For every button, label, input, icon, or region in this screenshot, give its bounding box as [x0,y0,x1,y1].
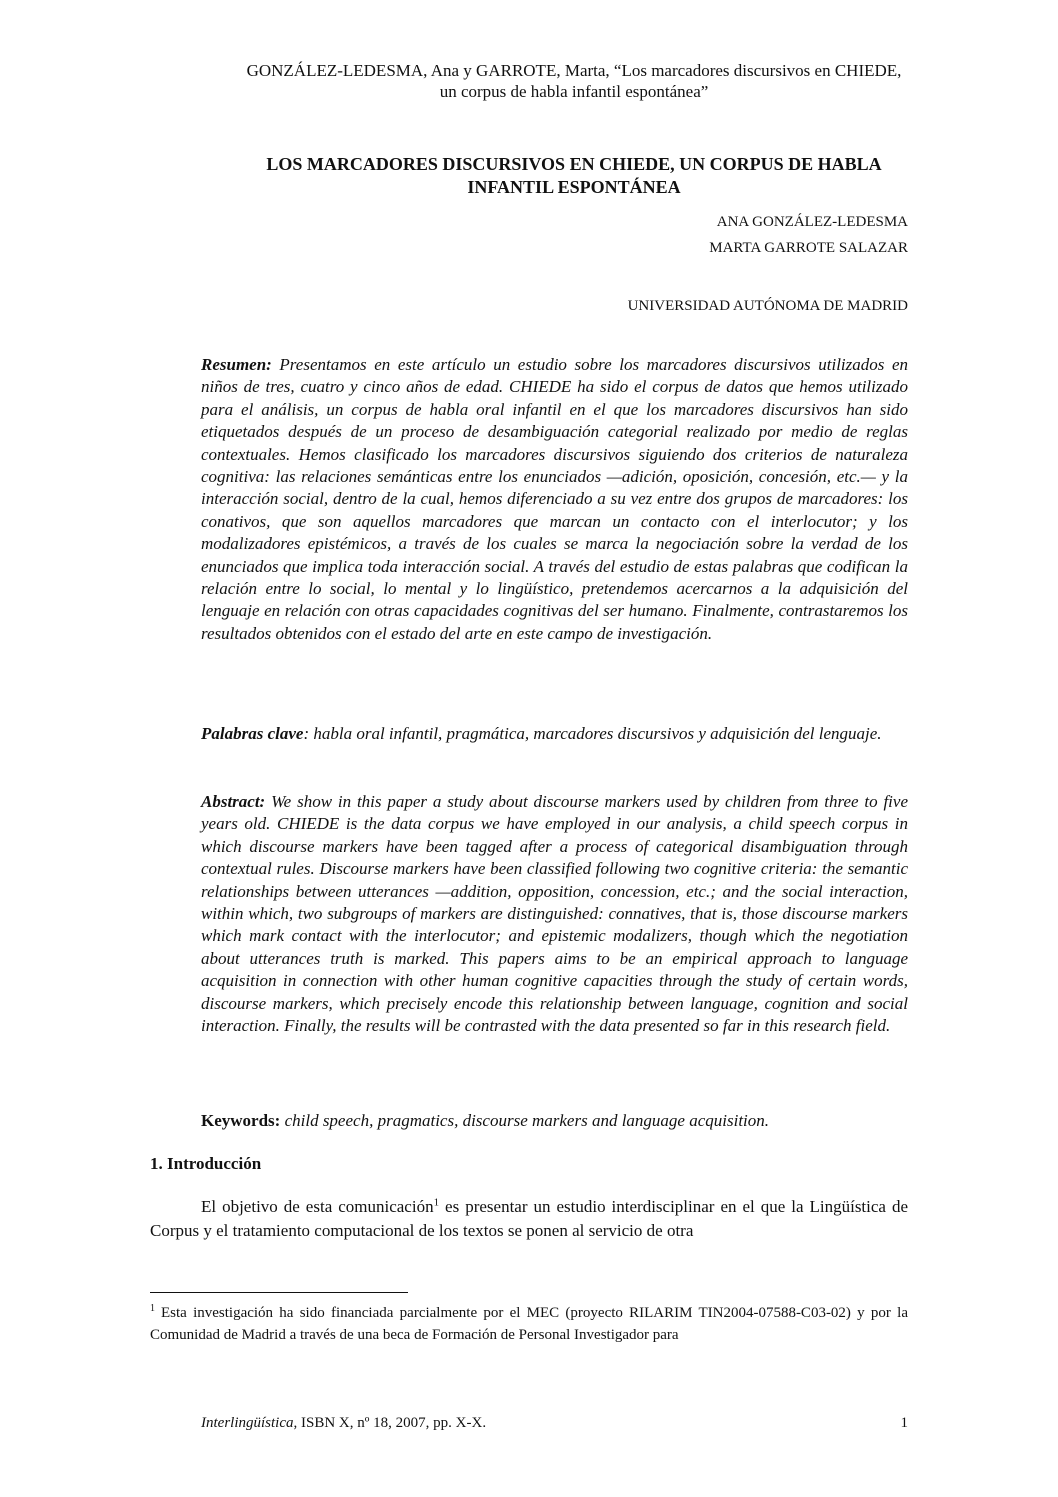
title-line-2: INFANTIL ESPONTÁNEA [467,177,681,197]
footnote-text: Esta investigación ha sido financiada parcialmente por el MEC (proyecto RILARIM TIN2004-07588-C03-02) y por la Comunidad de Madrid a través de una beca de Formación de Personal Investigador para [150,1305,908,1343]
abstract-text: We show in this paper a study about discourse markers used by children from three to five years old. CHIEDE is the data corpus we have employed in our analysis, a child speech corpus in which discourse markers have been tagged after a process of categorical disambiguation through contextual rules. Discourse markers have been classified following two cognitive criteria: the semantic relationships between utterances —addition, opposition, concession, etc.; and the social interaction, within which, two subgroups of markers are distinguished: connatives, that is, those discourse markers which mark contact with the interlocutor; and epistemic modalizers, though which the negotiation about utterances truth is marked. This papers aims to be an empirical approach to language acquisition in connection with other human cognitive capacities through the study of certain words, discourse markers, which precisely encode this relationship between language, cognition and social interaction. Finally, the results will be contrasted with the data presented so far in this research field. [201,792,908,1036]
title-line-1: LOS MARCADORES DISCURSIVOS EN CHIEDE, UN CORPUS DE HABLA [266,154,882,174]
affiliation: UNIVERSIDAD AUTÓNOMA DE MADRID [627,298,908,314]
intro-text-start: El objetivo de esta comunicación [201,1197,434,1216]
running-head [140,60,908,102]
running-head-line-2: un corpus de habla infantil espontánea” [439,82,709,101]
footnote [150,1298,908,1346]
footnote-number: 1 [150,1303,155,1314]
author-name: ANA GONZÁLEZ-LEDESMA [716,214,908,230]
keywords-text: child speech, pragmatics, discourse markers and language acquisition. [280,1111,770,1130]
page-number: 1 [900,1415,908,1431]
page-footer [201,1415,908,1432]
journal-name: Interlingüística [201,1415,294,1431]
intro-paragraph [150,1195,908,1243]
paper-title [140,153,908,199]
footer-citation [201,1415,486,1432]
citation-details: , ISBN X, nº 18, 2007, pp. X-X. [293,1415,487,1431]
abstract-label: Abstract: [201,792,266,811]
running-head-line-1: GONZÁLEZ-LEDESMA, Ana y GARROTE, Marta, “Los marcadores discursivos en CHIEDE, [246,61,902,80]
author-list [709,209,908,261]
intro-text-rest: es presentar un estudio interdisciplinar en el que la Lingüística de Corpus y el tratamiento computacional de los textos se ponen al servicio de otra [150,1197,908,1240]
resumen-paragraph [201,354,908,645]
resumen-text: Presentamos en este artículo un estudio sobre los marcadores discursivos utilizados en niños de tres, cuatro y cinco años de edad. CHIEDE ha sido el corpus de datos que hemos utilizado para el análisis, un corpus de habla oral infantil en el que los marcadores discursivos han sido etiquetados después de un proceso de desambiguación categorial realizado por medio de reglas contextuales. Hemos clasificado los marcadores discursivos siguiendo dos criterios de naturaleza cognitiva: las relaciones semánticas entre los enunciados —adición, oposición, concesión, etc.— y la interacción social, dentro de la cual, hemos diferenciado a su vez entre dos grupos de marcadores: los conativos, que son aquellos marcadores que marcan un contacto con el interlocutor; y los modalizadores epistémicos, a través de los cuales se marca la negociación sobre la verdad de los enunciados que implica toda interacción social. A través del estudio de estas palabras que codifican la relación entre lo social, lo mental y lo lingüístico, pretendemos acercarnos a la adquisición del lenguaje en relación con otras capacidades cognitivas del ser humano. Finalmente, contrastaremos los resultados obtenidos con el estado del arte en este campo de investigación. [201,355,908,643]
keywords-paragraph [201,1111,908,1131]
footnote-reference[interactable]: 1 [433,1196,440,1209]
palabras-clave-paragraph [201,723,908,745]
resumen-label: Resumen: [201,355,272,374]
palabras-clave-text: : habla oral infantil, pragmática, marcadores discursivos y adquisición del lenguaje. [303,724,882,743]
palabras-clave-label: Palabras clave [201,724,304,743]
abstract-paragraph [201,791,908,1037]
keywords-label: Keywords: [201,1111,281,1130]
section-heading: 1. Introducción [150,1154,262,1173]
footnote-separator [150,1292,408,1293]
author-name: MARTA GARROTE SALAZAR [709,240,908,256]
